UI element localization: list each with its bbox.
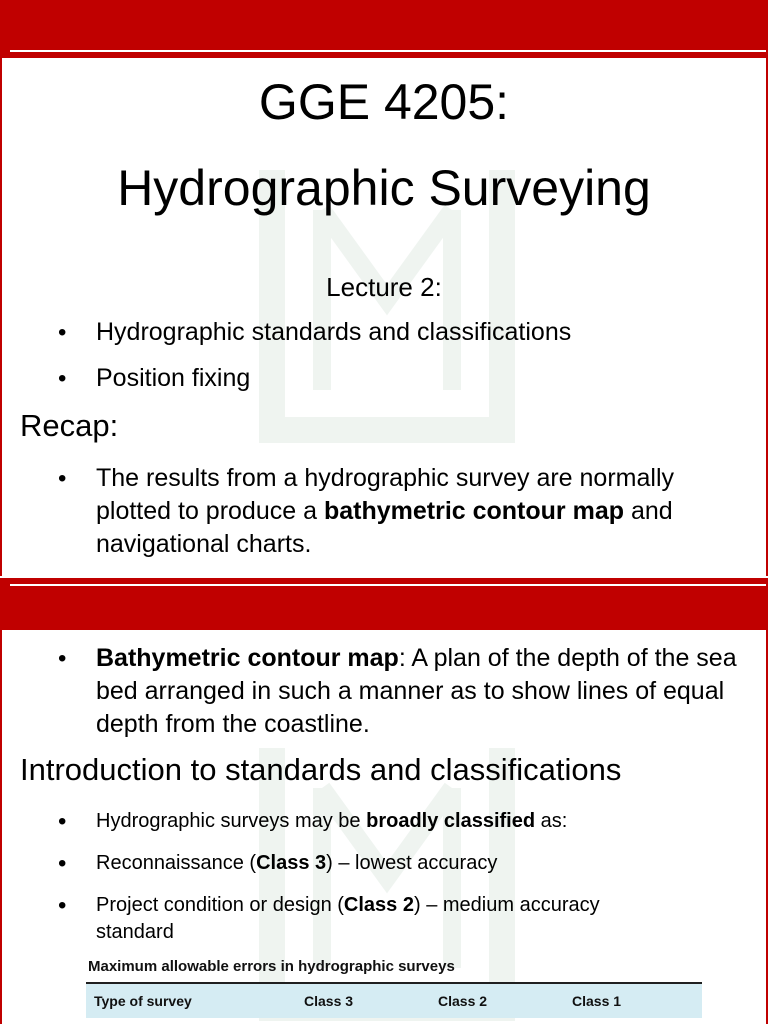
lecture-label: Lecture 2: [326, 272, 442, 302]
list-item-part: Hydrographic surveys may be [96, 810, 367, 832]
list-item-text [96, 892, 678, 946]
list-item [58, 850, 748, 877]
bullet-icon: • [58, 465, 67, 492]
list-item-part: Reconnaissance ( [96, 852, 257, 874]
table-caption: Maximum allowable errors in hydrographic surveys [88, 958, 455, 975]
list-item-part: Project condition or design ( [96, 894, 344, 916]
bullet-icon: • [58, 645, 67, 672]
table-header-cell: Class 3 [304, 993, 354, 1009]
slide-2 [0, 578, 768, 1024]
header-band-divider [10, 584, 766, 586]
table-header-cell: Class 1 [572, 993, 622, 1009]
recap-text-part: and navigational charts. [96, 497, 673, 558]
table-header-cell: Class 2 [438, 993, 488, 1009]
header-band-divider [10, 50, 766, 52]
recap-text-bold: bathymetric contour map [323, 497, 625, 525]
list-item-bold: Class 3 [256, 852, 327, 874]
list-item-text [96, 808, 567, 835]
bullet-icon: • [58, 850, 67, 877]
topic-text: Position fixing [96, 364, 251, 392]
bullet-icon: • [58, 808, 67, 835]
topic-item [58, 316, 738, 349]
recap-bullet [58, 462, 748, 561]
definition-bullet [58, 642, 748, 741]
table-header-row [86, 982, 702, 1018]
recap-heading: Recap: [20, 408, 119, 443]
course-title: Hydrographic Surveying [117, 160, 651, 216]
bullet-icon: • [58, 892, 67, 919]
list-item [58, 892, 678, 946]
list-item-bold: Class 2 [343, 894, 414, 916]
section-heading: Introduction to standards and classifications [20, 752, 622, 787]
list-item [58, 808, 748, 835]
definition-term: Bathymetric contour map [96, 644, 399, 672]
definition-text [96, 642, 748, 741]
definition-body: : A plan of the depth of the sea bed arranged in such a manner as to show lines of equal depth from the coastline. [96, 644, 737, 738]
recap-text [96, 462, 748, 561]
table-header-cell: Type of survey [94, 993, 192, 1009]
list-item-part: ) – medium accuracy standard [96, 894, 600, 943]
course-code: GGE 4205: [258, 74, 510, 130]
list-item-bold: broadly classified [366, 810, 536, 832]
list-item-text [96, 850, 497, 877]
list-item-part: ) – lowest accuracy [326, 852, 498, 874]
bullet-icon: • [58, 319, 67, 346]
topic-text: Hydrographic standards and classifications [96, 318, 572, 346]
recap-text-part: The results from a hydrographic survey are normally plotted to produce a [96, 464, 675, 525]
bullet-icon: • [58, 365, 67, 392]
topic-item [58, 362, 738, 395]
list-item-part: as: [535, 810, 568, 832]
